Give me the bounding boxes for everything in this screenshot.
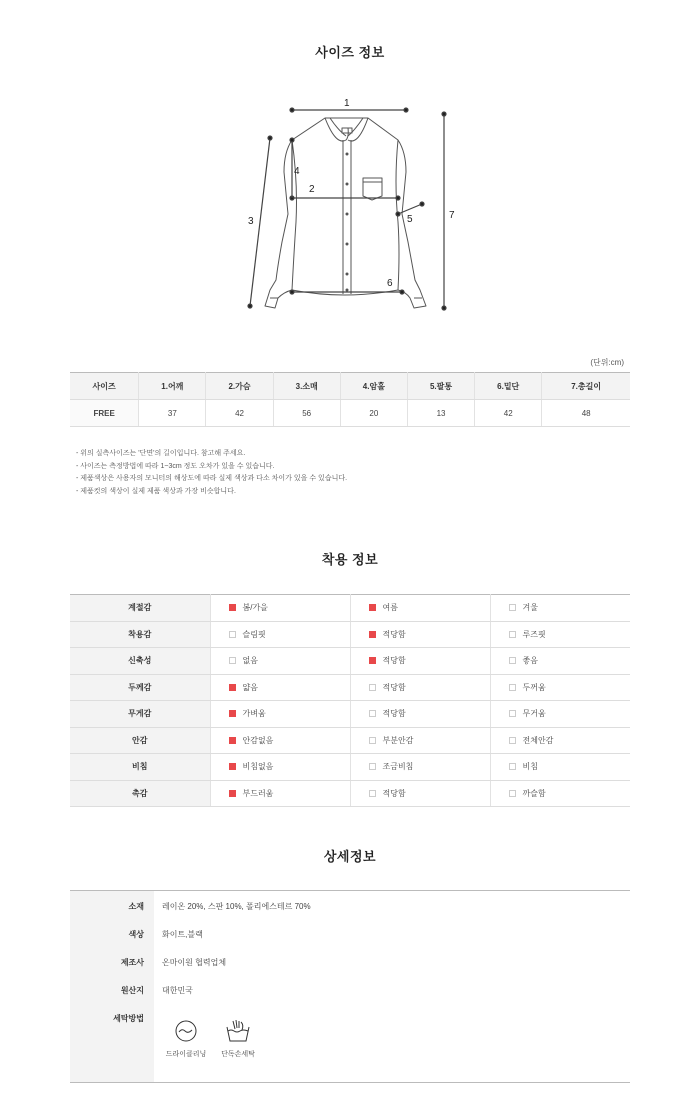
fit-option-label: 겨울 — [522, 603, 538, 613]
fit-option — [490, 701, 630, 728]
origin-value: 대한민국 — [162, 986, 193, 995]
fit-option-label: 얇음 — [242, 682, 258, 692]
fit-option — [350, 701, 490, 728]
unchecked-box-icon — [509, 790, 516, 797]
fit-option-label: 슬림핏 — [242, 629, 266, 639]
fit-row — [70, 648, 630, 675]
unchecked-box-icon — [509, 737, 516, 744]
dimension-label-2: 2 — [309, 184, 315, 195]
checked-box-icon — [229, 710, 236, 717]
unchecked-box-icon — [369, 710, 376, 717]
fit-option-label: 적당함 — [382, 629, 406, 639]
color-label: 색상 — [128, 930, 144, 939]
fit-option-label: 안감없음 — [242, 735, 274, 745]
fit-option — [490, 674, 630, 701]
checked-box-icon — [229, 737, 236, 744]
fit-option — [210, 701, 350, 728]
fit-option-label: 비침 — [522, 762, 538, 772]
fit-option-label: 무거움 — [522, 709, 546, 719]
fit-option — [210, 648, 350, 675]
size-header-cell: 5.팔통 — [407, 373, 474, 400]
note-item: - 제품컷의 색상이 실제 제품 색상과 가장 비슷합니다. — [76, 487, 236, 495]
unchecked-box-icon — [369, 737, 376, 744]
unchecked-box-icon — [229, 657, 236, 664]
detail-info-title: 상세정보 — [323, 849, 377, 864]
fit-option — [210, 754, 350, 781]
size-table — [70, 372, 630, 427]
fit-option — [490, 595, 630, 622]
fit-table — [70, 594, 630, 807]
fit-option-label: 없음 — [242, 656, 258, 666]
fit-option-label: 좋음 — [522, 656, 538, 666]
fit-option — [210, 621, 350, 648]
fit-option-label: 적당함 — [382, 656, 406, 666]
fit-row-label: 신축성 — [70, 648, 210, 675]
checked-box-icon — [369, 657, 376, 664]
fit-row — [70, 674, 630, 701]
size-notes — [76, 448, 347, 498]
fit-option-label: 전체안감 — [522, 735, 554, 745]
fit-option-label: 적당함 — [382, 682, 406, 692]
fit-option-label: 부드러움 — [242, 788, 274, 798]
maker-value: 온마이원 협력업체 — [162, 958, 227, 967]
fit-row-label: 안감 — [70, 727, 210, 754]
fit-option-label: 여름 — [382, 603, 398, 613]
detail-table — [70, 890, 630, 1083]
size-header-cell: 사이즈 — [70, 373, 139, 400]
size-header-cell: 2.가슴 — [206, 373, 273, 400]
fit-option-label: 루즈핏 — [522, 629, 546, 639]
size-header-cell: 7.총길이 — [542, 373, 630, 400]
unchecked-box-icon — [509, 631, 516, 638]
size-table-header-row — [70, 373, 630, 400]
shirt-illustration — [240, 92, 470, 322]
fit-option — [350, 674, 490, 701]
size-header-cell: 1.어깨 — [139, 373, 206, 400]
maker-label: 제조사 — [120, 958, 144, 967]
hand-wash-label: 단독손세탁 — [221, 1051, 255, 1058]
fit-row-label: 무게감 — [70, 701, 210, 728]
fit-option — [350, 595, 490, 622]
fit-option — [210, 727, 350, 754]
fit-option — [490, 648, 630, 675]
fit-option — [490, 621, 630, 648]
checked-box-icon — [369, 604, 376, 611]
unit-label: (단위:cm) — [590, 358, 624, 367]
fit-option — [490, 754, 630, 781]
fit-option — [350, 727, 490, 754]
size-value-cell: 20 — [340, 400, 407, 427]
fit-option-label: 봄/가을 — [242, 603, 268, 613]
size-value-cell: 37 — [139, 400, 206, 427]
dimension-label-5: 5 — [407, 214, 413, 225]
unchecked-box-icon — [509, 604, 516, 611]
table-row — [70, 400, 630, 427]
fit-row-label: 두께감 — [70, 674, 210, 701]
material-label: 소재 — [128, 902, 144, 911]
unchecked-box-icon — [509, 657, 516, 664]
fit-row — [70, 780, 630, 807]
size-header-cell: 4.암홀 — [340, 373, 407, 400]
unchecked-box-icon — [509, 763, 516, 770]
dry-clean-icon — [174, 1019, 198, 1043]
fit-row-label: 착용감 — [70, 621, 210, 648]
fit-row — [70, 701, 630, 728]
fit-row-label: 계절감 — [70, 595, 210, 622]
wash-label: 세탁방법 — [113, 1014, 144, 1023]
fit-option — [210, 595, 350, 622]
checked-box-icon — [369, 631, 376, 638]
size-name-cell: FREE — [70, 400, 139, 427]
unchecked-box-icon — [509, 684, 516, 691]
fit-option — [350, 648, 490, 675]
unchecked-box-icon — [369, 684, 376, 691]
fit-option-label: 부분안감 — [382, 735, 414, 745]
dimension-label-4: 4 — [294, 166, 300, 177]
fit-row — [70, 595, 630, 622]
checked-box-icon — [229, 790, 236, 797]
fit-option-label: 가벼움 — [242, 709, 266, 719]
fit-row — [70, 754, 630, 781]
hand-wash-icon — [225, 1019, 251, 1043]
size-value-cell: 13 — [407, 400, 474, 427]
fit-option — [490, 727, 630, 754]
shirt-measurement-diagram — [240, 92, 470, 322]
unchecked-box-icon — [369, 790, 376, 797]
material-value: 레이온 20%, 스판 10%, 폴리에스테르 70% — [162, 902, 311, 911]
dimension-label-3: 3 — [248, 216, 254, 227]
note-item: - 제품색상은 사용자의 모니터의 해상도에 따라 실제 색상과 다소 차이가 있을 수 있습니다. — [76, 475, 348, 482]
fit-option-label: 적당함 — [382, 709, 406, 719]
fit-option — [350, 621, 490, 648]
fit-option-label: 조금비침 — [382, 762, 414, 772]
unchecked-box-icon — [369, 763, 376, 770]
checked-box-icon — [229, 763, 236, 770]
fit-option — [210, 674, 350, 701]
unchecked-box-icon — [509, 710, 516, 717]
size-value-cell: 42 — [475, 400, 542, 427]
size-value-cell: 56 — [273, 400, 340, 427]
dimension-label-1: 1 — [344, 98, 350, 109]
fit-row — [70, 727, 630, 754]
size-value-cell: 42 — [206, 400, 273, 427]
dimension-label-7: 7 — [449, 210, 455, 221]
size-value-cell: 48 — [542, 400, 630, 427]
fit-option-label: 두꺼움 — [522, 682, 546, 692]
size-info-title: 사이즈 정보 — [315, 45, 385, 60]
checked-box-icon — [229, 604, 236, 611]
fit-row-label: 비침 — [70, 754, 210, 781]
fit-option-label: 까슬함 — [522, 788, 546, 798]
fit-row — [70, 621, 630, 648]
dry-clean-label: 드라이클리닝 — [165, 1051, 207, 1058]
size-header-cell: 3.소매 — [273, 373, 340, 400]
fit-option — [490, 780, 630, 807]
fit-option-label: 적당함 — [382, 788, 406, 798]
note-item: - 사이즈는 측정방법에 따라 1~3cm 정도 오차가 있을 수 있습니다. — [76, 462, 275, 470]
note-item: - 위의 실측사이즈는 '단면'의 길이입니다. 참고해 주세요. — [76, 450, 246, 457]
color-value: 화이트,블랙 — [162, 930, 203, 939]
checked-box-icon — [229, 684, 236, 691]
dimension-label-6: 6 — [387, 278, 393, 289]
care-item-dry-clean — [156, 1019, 216, 1059]
size-header-cell: 6.밑단 — [475, 373, 542, 400]
fit-option — [350, 754, 490, 781]
fit-option — [350, 780, 490, 807]
fit-row-label: 촉감 — [70, 780, 210, 807]
care-item-hand-wash — [208, 1019, 268, 1059]
origin-label: 원산지 — [120, 986, 144, 995]
fit-info-title: 착용 정보 — [321, 552, 379, 567]
unchecked-box-icon — [229, 631, 236, 638]
fit-option-label: 비침없음 — [242, 762, 274, 772]
fit-option — [210, 780, 350, 807]
